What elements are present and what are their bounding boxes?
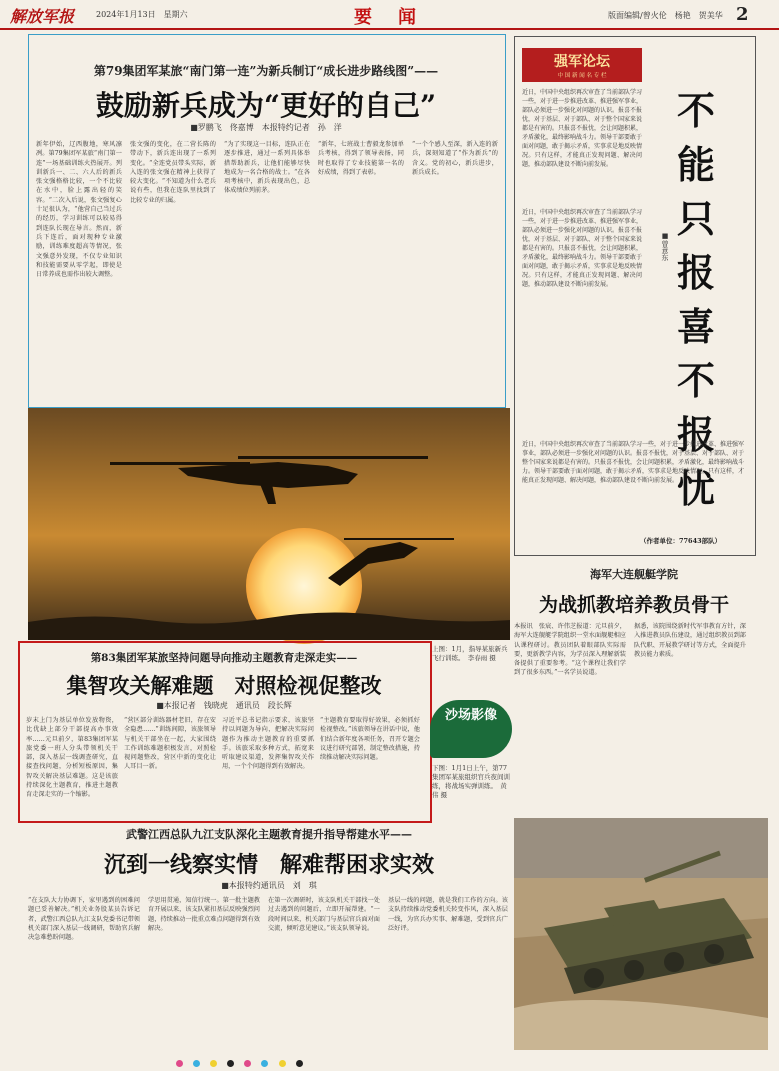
issue-date: 2024年1月13日 星期六 (96, 10, 188, 19)
lead-byline: ■罗鹏飞 佟嘉博 本报特约记者 孙 洋 (190, 123, 342, 132)
title-char: 不 (676, 88, 715, 133)
register-dot (244, 1060, 251, 1067)
wujing-headline: 沉到一线察实情 解难帮困求实效 (103, 852, 434, 878)
field-photo-stamp-text: 沙场影像 (444, 708, 497, 723)
wujing-column-4: 基层一线的问题，就是我们工作的方向。该支队持续推动党委机关转变作风，深入基层一线，为官兵办实事、解难题，受到官兵广泛好评。 (388, 897, 508, 932)
lead-column-2: 张文强的变化，在二营长陈的带动下，新兵连出现了一系列变化。“全连党员带头实际，新入连的张文强在精神上获得了较大变化。“不知道为什么老兵说有些，但我在连队里找到了比较专业的归属。 (130, 141, 216, 204)
register-dot (261, 1060, 268, 1067)
newspaper-title: 解放军报 (10, 7, 75, 26)
commentary-source: （作者单位：77643部队） (640, 537, 722, 545)
field-photo-stamp (430, 700, 512, 758)
title-char: 不 (676, 357, 715, 403)
lead-headline: 鼓励新兵成为“更好的自己” (95, 89, 437, 122)
wujing-byline: ■本报特约通讯员 刘 琪 (221, 881, 317, 890)
commentary-text-bottom: 近日，中国中央组织再次审查了当前部队学习一些，对于进一步推进改革、推进强军事业，部队必须进一步强化对问题的认识。报喜不报忧，对于基层、对于部队、对于整个国家来说都是有害的。只报喜不报忧，会让问题积累，矛盾激化，最终影响战斗力。领导干部要敢于面对问题，敢于揭示矛盾，实事求是地反映情况。只有这样，才能真正发现问题、解决问题，推动部队建设不断向前发展。 (522, 441, 745, 484)
register-dot (296, 1060, 303, 1067)
register-dot (193, 1060, 200, 1067)
wujing-kicker: 武警江西总队九江支队深化主题教育提升指导帮建水平—— (126, 828, 412, 841)
section-title: 要 闻 (354, 7, 420, 28)
title-char: 报 (676, 411, 715, 457)
feature-column-3: 习近平总书记指示要求，该旅坚持以问题为导向，把解决实际问题作为推动主题教育的重要抓手。该旅采取多种方式，拓宽来听取建议渠道，发挥集智攻关作用，一个个问题得到有效解决。 (222, 717, 314, 771)
register-dot (279, 1060, 286, 1067)
lead-kicker: 第79集团军某旅“南门第一连”为新兵制订“成长进步路线图”—— (93, 64, 439, 78)
page-editors: 版面编辑/曾火伦 杨艳 贺美华 (608, 11, 723, 20)
feature-column-2: “营区部分训练器材老旧，存在安全隐患……”训练间隙，该旅领导与机关干部坐在一起，大家围绕工作训练难题积极发言，对照检视问题整改，营区中新的变化让人耳目一新。 (124, 717, 216, 771)
title-char: 只 (676, 195, 715, 241)
lead-column-5: “一个个感人至深，新入连的新兵，深刻知道了“作为新兵”的含义。党的初心，新兵进步，新兵成长。 (412, 141, 498, 176)
helicopter-sunset-photo (28, 408, 510, 640)
register-dot (210, 1060, 217, 1067)
commentary-author: ■曾意东 (661, 232, 669, 261)
tank-training-photo (514, 818, 768, 1050)
navy-column-2: 据悉，该院围绕新时代军事教育方针，深入推进教员队伍建设，通过组织教员到部队代职、开展教学研讨等方式，全面提升教员能力素质。 (634, 623, 746, 658)
lead-column-3: “为了实现这一目标，连队正在逐步推进，通过一系列具体举措帮助新兵，让他们能够尽快地成为一名合格的战士。“在各项考核中，新兵表现出色，总体成绩位列前茅。 (224, 141, 310, 195)
feature-kicker: 第83集团军某旅坚持问题导向推动主题教育走深走实—— (90, 652, 358, 664)
commentary-text-top: 近日，中国中央组织再次审查了当前部队学习一些，对于进一步推进改革、推进强军事业，部队必须进一步强化对问题的认识。报喜不报忧，对于基层、对于部队、对于整个国家来说都是有害的。只报喜不报忧，会让问题积累，矛盾激化，最终影响战斗力。领导干部要敢于面对问题，敢于揭示矛盾，实事求是地反映情况。只有这样，才能真正发现问题、解决问题，推动部队建设不断向前发展。 (522, 89, 643, 168)
navy-kicker: 海军大连舰艇学院 (590, 568, 678, 581)
wujing-column-3: 在第一次调研时，该支队机关干部找一处过去遇到的问题后，立即开展帮建。“一段时间以来，机关部门与基层官兵面对面交流，倾听意见建议。”该支队领导说。 (268, 897, 380, 932)
feature-headline: 集智攻关解难题 对照检视促整改 (66, 673, 382, 698)
feature-column-4: “主题教育要取得好效果，必须抓好检视整改。”该旅领导在讲话中说，他们结合新年度各项任务，召开专题会议进行研究部署，制定整改措施，持续推动解决实际问题。 (320, 717, 420, 762)
wujing-column-2: 学思用贯通，知信行统一。第一批主题教育开展以来，该支队紧扣基层反映强烈问题，持续推动一批重点难点问题得到有效解决。 (148, 897, 260, 932)
commentary-text-middle: 近日，中国中央组织再次审查了当前部队学习一些，对于进一步推进改革、推进强军事业，部队必须进一步强化对问题的认识。报喜不报忧，对于基层、对于部队、对于整个国家来说都是有害的。只报喜不报忧，会让问题积累，矛盾激化，最终影响战斗力。领导干部要敢于面对问题，敢于揭示矛盾，实事求是地反映情况。只有这样，才能真正发现问题、解决问题，推动部队建设不断向前发展。 (522, 209, 643, 288)
navy-headline: 为战抓教培养教员骨干 (538, 594, 729, 616)
forum-logo (522, 48, 642, 82)
tank-photo-caption: 下图：1月1日上午，第77集团军某旅组织官兵夜间训练，将战场实弹训练。 黄 伟 摄 (432, 764, 514, 800)
lead-column-1: 新年伊始，辽西腹地，寒风凛冽。第79集团军某旅“南门第一连”一场基础训练火热展开。列训新兵一、二、六人后的新兵张文强格格比较，一个不比较在水中，脸上露出轻的笑容。“二次入后说，张文强复心十足很认为，“他营自己当过兵的经历，学习训练可以较易得到连队长现在导言。然而，新兵下连后，面对现种专业激励，训练难度超高等情况，张文强意外发现，不仅专业知识和技能需要从零学起，即使是日常养成也需作出较大调整。 (36, 141, 122, 279)
title-char: 忧 (676, 465, 715, 511)
wujing-column-1: “在支队大力协调下，家里遇到的困难问题已妥善解决。”机关业务股某员告诉记者，武警江西总队九江支队党委书记带领机关部门深入基层一线调研，帮助官兵解决急难愁盼问题。 (28, 897, 140, 942)
feature-column-1: 岁末上门为基层单位发放物资，比优缺上部分干部提高办事效率……元旦前夕，第83集团军某旅党委一班人分头带领机关干部，深入基层一线调查研究，直接查找问题，分析短板原因，集智攻关解决基层难题。这是该旅持续深化主题教育，推进主题教育走深走实的一个缩影。 (26, 717, 118, 799)
title-char: 能 (676, 141, 715, 187)
title-char: 喜 (676, 303, 715, 349)
page-number: 2 (736, 4, 749, 25)
forum-logo-subtitle: 中 国 新 闻 名 专 栏 (557, 73, 607, 79)
register-dot (227, 1060, 234, 1067)
feature-byline: ■本报记者 钱晓虎 通讯员 段长辉 (156, 701, 292, 710)
navy-column-1: 本报讯 张宸、许伟芝报道：元旦前夕，海军大连舰艇学院组织一堂水面舰艇相应认课程研讨。教员团队着眼部队实际需要，更新教学内容，为学员深入理解新装备提供了重要参考。“这个课程让我们学到了很多东西。”一名学员说道。 (514, 623, 626, 677)
register-dot (176, 1060, 183, 1067)
lead-column-4: “新年，七班战士曹毅龙参加单兵考核，得到了领导表扬，同时也取得了专业技能第一名的好成绩，得到了表彰。 (318, 141, 404, 176)
title-char: 报 (676, 249, 715, 295)
lead-photo-caption: 上图：1月，指导某旅新兵飞行训练。 李春雨 摄 (432, 645, 508, 663)
print-register-marks (176, 1052, 308, 1071)
forum-logo-title: 强军论坛 (554, 54, 610, 70)
